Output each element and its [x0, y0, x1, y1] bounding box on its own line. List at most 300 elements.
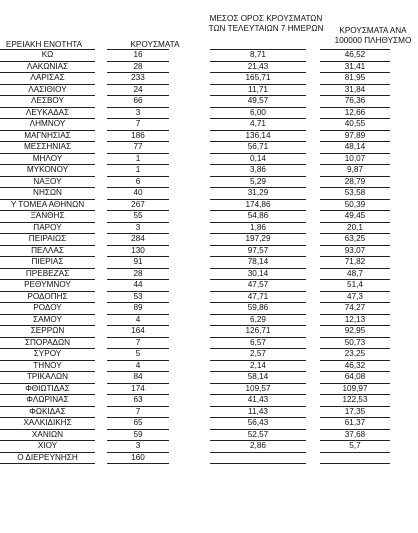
spacer-cell: [390, 326, 400, 338]
table-row: [0, 61, 400, 73]
table-row: [0, 349, 400, 361]
seven-day-average-cell: 6,57: [210, 337, 306, 349]
region-name-cell: ΤΗΝΟΥ: [0, 360, 95, 372]
spacer-cell: [306, 130, 320, 142]
spacer-cell: [390, 96, 400, 108]
table-row: [0, 383, 400, 395]
region-name-cell: ΜΥΚΟΝΟΥ: [0, 165, 95, 177]
seven-day-average-cell: 8,71: [210, 50, 306, 62]
per-100000-cell: 10,07: [320, 153, 390, 165]
seven-day-average-cell: 126,71: [210, 326, 306, 338]
spacer-cell: [95, 153, 107, 165]
spacer-cell: [390, 61, 400, 73]
seven-day-average-cell: 3,86: [210, 165, 306, 177]
per-100000-cell: 51,4: [320, 280, 390, 292]
table-row: [0, 199, 400, 211]
spacer-cell: [169, 50, 210, 62]
spacer-cell: [95, 61, 107, 73]
spacer-cell: [169, 222, 210, 234]
spacer-cell: [95, 234, 107, 246]
seven-day-average-cell: 59,86: [210, 303, 306, 315]
table-row: [0, 441, 400, 453]
region-name-cell: ΠΙΕΡΙΑΣ: [0, 257, 95, 269]
per-100000-cell: 97,89: [320, 130, 390, 142]
table-row: [0, 73, 400, 85]
table-row: [0, 291, 400, 303]
seven-day-average-cell: 56,71: [210, 142, 306, 154]
region-name-cell: ΠΡΕΒΕΖΑΣ: [0, 268, 95, 280]
spacer-cell: [306, 84, 320, 96]
cases-cell: 65: [107, 418, 169, 430]
spacer-cell: [306, 395, 320, 407]
table-row: [0, 418, 400, 430]
spacer-cell: [390, 360, 400, 372]
table-row: [0, 395, 400, 407]
region-name-cell: ΧΑΝΙΩΝ: [0, 429, 95, 441]
spacer-cell: [169, 257, 210, 269]
seven-day-average-cell: [210, 452, 306, 464]
spacer-cell: [306, 222, 320, 234]
region-name-cell: ΡΟΔΟΠΗΣ: [0, 291, 95, 303]
spacer-cell: [306, 142, 320, 154]
spacer-cell: [390, 337, 400, 349]
table-row: [0, 429, 400, 441]
spacer-cell: [306, 188, 320, 200]
cases-cell: 4: [107, 314, 169, 326]
seven-day-average-cell: 136,14: [210, 130, 306, 142]
spacer-cell: [169, 349, 210, 361]
per-100000-cell: 92,95: [320, 326, 390, 338]
spacer-cell: [95, 245, 107, 257]
region-name-cell: ΧΑΛΚΙΔΙΚΗΣ: [0, 418, 95, 430]
spacer-cell: [95, 84, 107, 96]
spacer-cell: [390, 50, 400, 62]
cases-cell: 89: [107, 303, 169, 315]
per-100000-cell: 122,53: [320, 395, 390, 407]
per-100000-cell: 17,35: [320, 406, 390, 418]
seven-day-average-cell: 78,14: [210, 257, 306, 269]
seven-day-average-cell: 174,86: [210, 199, 306, 211]
table-row: [0, 360, 400, 372]
table-row: [0, 452, 400, 464]
spacer-cell: [390, 199, 400, 211]
per-100000-cell: 76,36: [320, 96, 390, 108]
table-row: [0, 142, 400, 154]
spacer-cell: [169, 268, 210, 280]
table-row: [0, 314, 400, 326]
per-100000-cell: [320, 452, 390, 464]
spacer-cell: [306, 349, 320, 361]
table-row: [0, 303, 400, 315]
seven-day-average-cell: 2,14: [210, 360, 306, 372]
cases-cell: 7: [107, 337, 169, 349]
per-100000-cell: 64,08: [320, 372, 390, 384]
cases-cell: 130: [107, 245, 169, 257]
spacer-cell: [390, 452, 400, 464]
cases-cell: 24: [107, 84, 169, 96]
spacer-cell: [169, 176, 210, 188]
spacer-cell: [169, 291, 210, 303]
cases-cell: 28: [107, 268, 169, 280]
table-row: [0, 211, 400, 223]
seven-day-average-cell: 41,43: [210, 395, 306, 407]
region-name-cell: ΛΕΣΒΟΥ: [0, 96, 95, 108]
spacer-cell: [169, 73, 210, 85]
spacer-cell: [95, 119, 107, 131]
spacer-cell: [306, 303, 320, 315]
spacer-cell: [169, 165, 210, 177]
region-name-cell: ΛΕΥΚΑΔΑΣ: [0, 107, 95, 119]
per-100000-cell: 12,66: [320, 107, 390, 119]
spacer-cell: [95, 349, 107, 361]
spacer-cell: [390, 280, 400, 292]
cases-cell: 63: [107, 395, 169, 407]
spacer-cell: [306, 326, 320, 338]
spacer-cell: [169, 61, 210, 73]
cases-cell: 91: [107, 257, 169, 269]
spacer-cell: [306, 418, 320, 430]
spacer-cell: [169, 441, 210, 453]
seven-day-average-cell: 2,86: [210, 441, 306, 453]
spacer-cell: [95, 96, 107, 108]
spacer-cell: [306, 211, 320, 223]
per-100000-cell: 74,27: [320, 303, 390, 315]
spacer-cell: [306, 153, 320, 165]
seven-day-average-cell: 30,14: [210, 268, 306, 280]
spacer-cell: [390, 291, 400, 303]
region-name-cell: ΜΗΛΟΥ: [0, 153, 95, 165]
spacer-cell: [95, 383, 107, 395]
seven-day-average-cell: 31,29: [210, 188, 306, 200]
spacer-cell: [95, 50, 107, 62]
spacer-cell: [306, 441, 320, 453]
cases-cell: 4: [107, 360, 169, 372]
spacer-cell: [169, 142, 210, 154]
region-name-cell: ΦΩΚΙΔΑΣ: [0, 406, 95, 418]
seven-day-average-cell: 6,29: [210, 314, 306, 326]
spacer-cell: [306, 280, 320, 292]
per-100000-cell: 48,14: [320, 142, 390, 154]
cases-cell: 267: [107, 199, 169, 211]
spacer-cell: [306, 50, 320, 62]
region-name-cell: ΦΛΩΡΙΝΑΣ: [0, 395, 95, 407]
spacer-cell: [306, 234, 320, 246]
table-row: [0, 337, 400, 349]
cases-cell: 164: [107, 326, 169, 338]
table-row: [0, 222, 400, 234]
spacer-cell: [390, 383, 400, 395]
spacer-cell: [390, 349, 400, 361]
region-name-cell: ΣΥΡΟΥ: [0, 349, 95, 361]
per-100000-cell: 48,7: [320, 268, 390, 280]
seven-day-average-cell: 47,71: [210, 291, 306, 303]
spacer-cell: [169, 326, 210, 338]
table-row: [0, 268, 400, 280]
region-name-cell: Ο ΔΙΕΡΕΥΝΗΣΗ: [0, 452, 95, 464]
spacer-cell: [306, 96, 320, 108]
seven-day-average-cell: 197,29: [210, 234, 306, 246]
cases-cell: 160: [107, 452, 169, 464]
region-name-cell: ΝΗΣΩΝ: [0, 188, 95, 200]
region-name-cell: ΚΩ: [0, 50, 95, 62]
spacer-cell: [95, 211, 107, 223]
spacer-cell: [95, 130, 107, 142]
spacer-cell: [95, 360, 107, 372]
spacer-cell: [169, 406, 210, 418]
cases-cell: 44: [107, 280, 169, 292]
spacer-cell: [390, 188, 400, 200]
region-name-cell: ΡΟΔΟΥ: [0, 303, 95, 315]
cases-cell: 284: [107, 234, 169, 246]
table-row: [0, 326, 400, 338]
spacer-cell: [169, 280, 210, 292]
cases-cell: 66: [107, 96, 169, 108]
table-row: [0, 50, 400, 62]
spacer-cell: [306, 314, 320, 326]
cases-cell: 6: [107, 176, 169, 188]
region-name-cell: ΞΑΝΘΗΣ: [0, 211, 95, 223]
per-100000-cell: 23,25: [320, 349, 390, 361]
region-name-cell: ΛΑΣΙΘΙΟΥ: [0, 84, 95, 96]
spacer-cell: [95, 280, 107, 292]
spacer-cell: [169, 418, 210, 430]
spacer-cell: [390, 303, 400, 315]
spacer-cell: [306, 257, 320, 269]
table-row: [0, 153, 400, 165]
spacer-cell: [169, 303, 210, 315]
spacer-cell: [306, 372, 320, 384]
spacer-cell: [306, 176, 320, 188]
spacer-cell: [169, 130, 210, 142]
spacer-cell: [169, 153, 210, 165]
spacer-cell: [95, 326, 107, 338]
spacer-cell: [390, 222, 400, 234]
spacer-cell: [95, 107, 107, 119]
spacer-cell: [169, 429, 210, 441]
per-100000-cell: 63,25: [320, 234, 390, 246]
spacer-cell: [169, 234, 210, 246]
spacer-cell: [95, 165, 107, 177]
per-100000-cell: 50,73: [320, 337, 390, 349]
cases-cell: 3: [107, 222, 169, 234]
per-100000-cell: 93,07: [320, 245, 390, 257]
cases-cell: 84: [107, 372, 169, 384]
cases-cell: 53: [107, 291, 169, 303]
spacer-cell: [306, 107, 320, 119]
seven-day-average-cell: 54,86: [210, 211, 306, 223]
spacer-cell: [390, 441, 400, 453]
region-name-cell: ΛΑΚΩΝΙΑΣ: [0, 61, 95, 73]
per-100000-cell: 37,68: [320, 429, 390, 441]
spacer-cell: [306, 383, 320, 395]
spacer-cell: [390, 372, 400, 384]
header-seven-day-average: ΜΕΣΟΣ ΟΡΟΣ ΚΡΟΥΣΜΑΤΩΝ ΤΩΝ ΤΕΛΕΥΤΑΙΩΝ 7 ΗΜΕΡΩΝ: [208, 14, 324, 33]
table-row: [0, 257, 400, 269]
cases-cell: 233: [107, 73, 169, 85]
spacer-cell: [390, 245, 400, 257]
region-name-cell: ΠΕΙΡΑΙΩΣ: [0, 234, 95, 246]
region-name-cell: ΝΑΞΟΥ: [0, 176, 95, 188]
cases-cell: 5: [107, 349, 169, 361]
spacer-cell: [95, 418, 107, 430]
cases-cell: 3: [107, 107, 169, 119]
spacer-cell: [306, 245, 320, 257]
per-100000-cell: 50,39: [320, 199, 390, 211]
per-100000-cell: 5,7: [320, 441, 390, 453]
spacer-cell: [306, 337, 320, 349]
seven-day-average-cell: 1,86: [210, 222, 306, 234]
seven-day-average-cell: 21,43: [210, 61, 306, 73]
cases-cell: 1: [107, 165, 169, 177]
spacer-cell: [306, 360, 320, 372]
spacer-cell: [306, 452, 320, 464]
per-100000-cell: 12,13: [320, 314, 390, 326]
table-row: [0, 84, 400, 96]
table-row: [0, 245, 400, 257]
per-100000-cell: 109,97: [320, 383, 390, 395]
table-row: [0, 119, 400, 131]
seven-day-average-cell: 97,57: [210, 245, 306, 257]
spacer-cell: [306, 291, 320, 303]
spacer-cell: [95, 199, 107, 211]
spacer-cell: [169, 395, 210, 407]
per-100000-cell: 49,45: [320, 211, 390, 223]
header-cases-per-100000: ΚΡΟΥΣΜΑΤΑ ΑΝΑ 100000 ΠΛΗΘΥΣΜΟ: [334, 26, 412, 45]
per-100000-cell: 53,58: [320, 188, 390, 200]
spacer-cell: [95, 441, 107, 453]
spacer-cell: [390, 142, 400, 154]
region-name-cell: ΜΑΓΝΗΣΙΑΣ: [0, 130, 95, 142]
spacer-cell: [95, 73, 107, 85]
spacer-cell: [390, 130, 400, 142]
cases-cell: 3: [107, 441, 169, 453]
spacer-cell: [95, 314, 107, 326]
spacer-cell: [390, 211, 400, 223]
seven-day-average-cell: 11,71: [210, 84, 306, 96]
region-name-cell: ΡΕΘΥΜΝΟΥ: [0, 280, 95, 292]
table-row: [0, 406, 400, 418]
header-regional-unit: ΕΡΕΙΑΚΗ ΕΝΟΤΗΤΑ: [5, 40, 83, 49]
cases-cell: 1: [107, 153, 169, 165]
spacer-cell: [390, 153, 400, 165]
table-row: [0, 165, 400, 177]
per-100000-cell: 28,79: [320, 176, 390, 188]
cases-cell: 7: [107, 119, 169, 131]
spacer-cell: [306, 429, 320, 441]
cases-table: [0, 49, 400, 464]
cases-cell: 55: [107, 211, 169, 223]
region-name-cell: ΣΠΟΡΑΔΩΝ: [0, 337, 95, 349]
spacer-cell: [306, 268, 320, 280]
region-name-cell: ΤΡΙΚΑΛΩΝ: [0, 372, 95, 384]
cases-cell: 28: [107, 61, 169, 73]
table-row: [0, 96, 400, 108]
spacer-cell: [95, 291, 107, 303]
spacer-cell: [95, 452, 107, 464]
spacer-cell: [169, 107, 210, 119]
spacer-cell: [390, 406, 400, 418]
per-100000-cell: 40,55: [320, 119, 390, 131]
region-name-cell: ΛΑΡΙΣΑΣ: [0, 73, 95, 85]
spacer-cell: [169, 119, 210, 131]
region-name-cell: ΜΕΣΣΗΝΙΑΣ: [0, 142, 95, 154]
spacer-cell: [306, 119, 320, 131]
spacer-cell: [390, 395, 400, 407]
region-name-cell: Υ ΤΟΜΕΑ ΑΘΗΝΩΝ: [0, 199, 95, 211]
region-name-cell: ΠΑΡΟΥ: [0, 222, 95, 234]
spacer-cell: [169, 211, 210, 223]
per-100000-cell: 71,82: [320, 257, 390, 269]
seven-day-average-cell: 4,71: [210, 119, 306, 131]
spacer-cell: [169, 383, 210, 395]
region-name-cell: ΠΕΛΛΑΣ: [0, 245, 95, 257]
spacer-cell: [95, 337, 107, 349]
seven-day-average-cell: 47,57: [210, 280, 306, 292]
seven-day-average-cell: 58,14: [210, 372, 306, 384]
table-row: [0, 107, 400, 119]
seven-day-average-cell: 0,14: [210, 153, 306, 165]
header-cases: ΚΡΟΥΣΜΑΤΑ: [130, 40, 180, 49]
region-name-cell: ΛΗΜΝΟΥ: [0, 119, 95, 131]
spacer-cell: [169, 96, 210, 108]
spacer-cell: [95, 303, 107, 315]
spacer-cell: [95, 268, 107, 280]
spacer-cell: [169, 188, 210, 200]
spacer-cell: [390, 165, 400, 177]
cases-cell: 16: [107, 50, 169, 62]
spacer-cell: [95, 429, 107, 441]
cases-cell: 59: [107, 429, 169, 441]
spacer-cell: [95, 257, 107, 269]
spacer-cell: [306, 61, 320, 73]
seven-day-average-cell: 11,43: [210, 406, 306, 418]
spacer-cell: [169, 199, 210, 211]
spacer-cell: [390, 119, 400, 131]
per-100000-cell: 61,37: [320, 418, 390, 430]
spacer-cell: [390, 73, 400, 85]
spacer-cell: [95, 222, 107, 234]
region-name-cell: ΣΑΜΟΥ: [0, 314, 95, 326]
spacer-cell: [390, 257, 400, 269]
spacer-cell: [306, 199, 320, 211]
spacer-cell: [169, 372, 210, 384]
cases-cell: 77: [107, 142, 169, 154]
cases-cell: 186: [107, 130, 169, 142]
spacer-cell: [390, 429, 400, 441]
table-row: [0, 372, 400, 384]
seven-day-average-cell: 56,43: [210, 418, 306, 430]
spacer-cell: [95, 406, 107, 418]
spacer-cell: [390, 234, 400, 246]
table-row: [0, 234, 400, 246]
seven-day-average-cell: 2,57: [210, 349, 306, 361]
seven-day-average-cell: 165,71: [210, 73, 306, 85]
spacer-cell: [95, 395, 107, 407]
per-100000-cell: 31,84: [320, 84, 390, 96]
cases-cell: 40: [107, 188, 169, 200]
seven-day-average-cell: 49,57: [210, 96, 306, 108]
spacer-cell: [169, 337, 210, 349]
seven-day-average-cell: 52,57: [210, 429, 306, 441]
spacer-cell: [390, 176, 400, 188]
spacer-cell: [390, 268, 400, 280]
table-row: [0, 176, 400, 188]
spacer-cell: [169, 245, 210, 257]
region-name-cell: ΣΕΡΡΩΝ: [0, 326, 95, 338]
seven-day-average-cell: 5,29: [210, 176, 306, 188]
region-name-cell: ΧΙΟΥ: [0, 441, 95, 453]
per-100000-cell: 31,41: [320, 61, 390, 73]
